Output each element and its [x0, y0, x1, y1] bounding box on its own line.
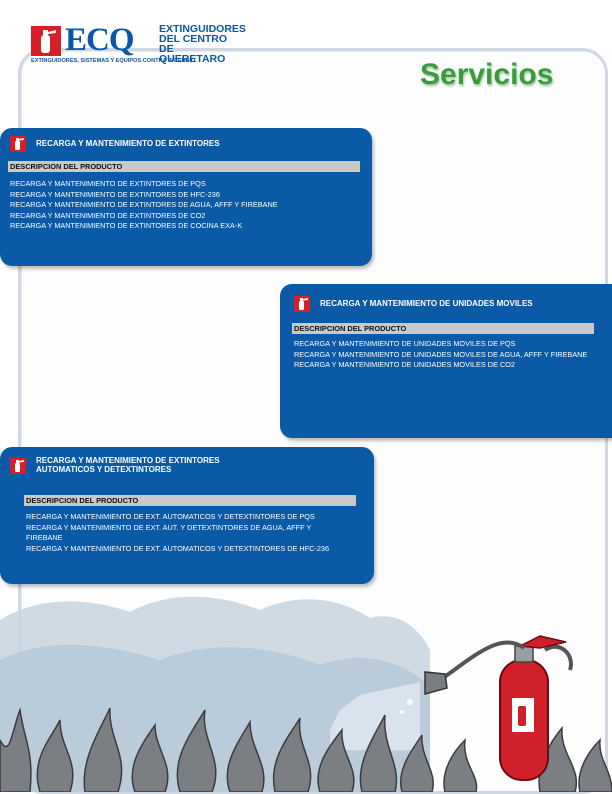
- page-title: Servicios: [420, 58, 554, 91]
- fire-smoke-illustration: [0, 590, 612, 792]
- service-list: [10, 179, 350, 232]
- service-list: [26, 512, 346, 554]
- logo-company-name: EXTINGUIDORES DEL CENTRO DE QUERETARO: [159, 23, 246, 65]
- service-item: RECARGA Y MANTENIMIENTO DE UNIDADES MOVILES DE CO2: [294, 360, 515, 370]
- panel-title: RECARGA Y MANTENIMIENTO DE UNIDADES MOVILES: [320, 298, 533, 308]
- extinguisher-icon: [10, 136, 26, 152]
- logo-acronym: ECQ: [65, 22, 134, 58]
- panel-title: RECARGA Y MANTENIMIENTO DE EXTINTORES AUTOMATICOS Y DETEXTINTORES: [36, 456, 220, 474]
- service-item: RECARGA Y MANTENIMIENTO DE EXTINTORES DE AGUA, AFFF Y FIREBANE: [10, 200, 278, 210]
- description-header: DESCRIPCION DEL PRODUCTO: [24, 495, 356, 506]
- extinguisher-icon: [10, 458, 26, 474]
- service-item: RECARGA Y MANTENIMIENTO DE EXTINTORES DE CO2: [10, 210, 206, 220]
- panel-header: [294, 296, 604, 312]
- extinguisher-icon: [294, 296, 310, 312]
- service-panel-unidades-moviles: [280, 284, 612, 438]
- service-item: RECARGA Y MANTENIMIENTO DE EXT. AUT. Y DETEXTINTORES DE AGUA, AFFF Y FIREBANE: [26, 522, 312, 543]
- service-panel-automaticos: [0, 447, 374, 584]
- extinguisher-logo-icon: [31, 26, 61, 56]
- service-list: [294, 339, 594, 371]
- description-header: DESCRIPCION DEL PRODUCTO: [292, 323, 594, 334]
- service-item: RECARGA Y MANTENIMIENTO DE EXT. AUTOMATICOS Y DETEXTINTORES DE PQS: [26, 512, 315, 521]
- service-item: RECARGA Y MANTENIMIENTO DE EXTINTORES DE COCINA EXA-K: [10, 221, 243, 231]
- panel-header: [10, 136, 364, 152]
- service-item: RECARGA Y MANTENIMIENTO DE UNIDADES MOVILES DE AGUA, AFFF Y FIREBANE: [294, 349, 588, 359]
- company-logo[interactable]: [29, 22, 246, 70]
- service-item: RECARGA Y MANTENIMIENTO DE EXTINTORES DE HFC-236: [10, 189, 220, 199]
- panel-header: [10, 457, 366, 474]
- service-item: RECARGA Y MANTENIMIENTO DE EXT. AUTOMATICOS Y DETEXTINTORES DE HFC-236: [26, 543, 330, 553]
- service-item: RECARGA Y MANTENIMIENTO DE UNIDADES MOVILES DE PQS: [294, 339, 516, 348]
- service-item: RECARGA Y MANTENIMIENTO DE EXTINTORES DE PQS: [10, 179, 206, 188]
- logo-tagline: EXTINGUIDORES, SISTEMAS Y EQUIPOS CONTRA INCENDIO: [31, 58, 196, 64]
- panel-title: RECARGA Y MANTENIMIENTO DE EXTINTORES: [36, 138, 220, 148]
- description-header: DESCRIPCION DEL PRODUCTO: [8, 161, 360, 172]
- service-panel-extintores: [0, 128, 372, 266]
